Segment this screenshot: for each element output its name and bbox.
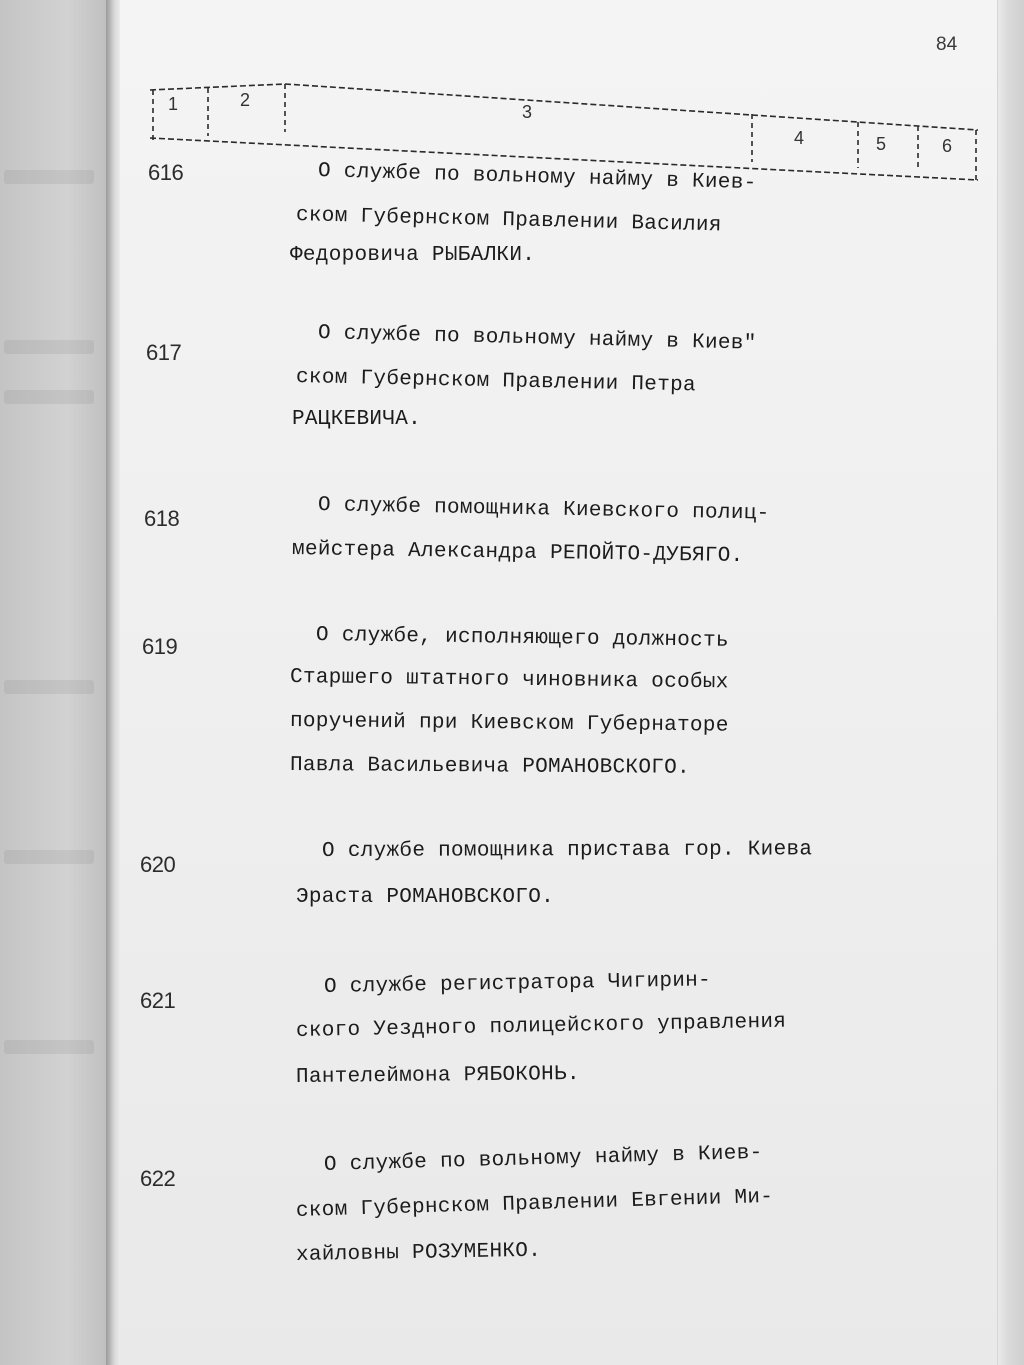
entry-number: 620 (140, 852, 176, 877)
entry-text-line: ском Губернском Правлении Евгении Ми- (295, 1185, 774, 1223)
entry-text-line: ском Губернском Правлении Василия (295, 204, 722, 238)
facing-page-text-ghost (4, 850, 94, 864)
entry-text-line: РАЦКЕВИЧА. (292, 408, 422, 431)
header-rules (150, 70, 980, 182)
entry-number: 619 (142, 634, 178, 659)
facing-page (0, 0, 112, 1365)
facing-page-text-ghost (4, 1040, 94, 1054)
column-label-3: 3 (522, 102, 533, 122)
page-edge (997, 0, 1024, 1365)
column-label-1: 1 (168, 94, 179, 114)
document-page (120, 0, 998, 1365)
entry-text-line: Пантелеймона РЯБОКОНЬ. (295, 1063, 580, 1089)
entry-text-line: Павла Васильевича РОМАНОВСКОГО. (289, 754, 691, 780)
entry-text-line: мейстера Александра РЕПОЙТО-ДУБЯГО. (291, 538, 744, 569)
entry-number: 617 (146, 340, 182, 365)
facing-page-text-ghost (4, 340, 94, 354)
entry-text-line: О службе по вольному найму в Киев- (317, 160, 757, 196)
entry-text-line: О службе, исполняющего должность (315, 624, 729, 653)
facing-page-text-ghost (4, 390, 94, 404)
entry-text-line: Федоровича РЫБАЛКИ. (290, 244, 536, 267)
entry-text-line: Старшего штатного чиновника особых (289, 666, 729, 695)
entry-number: 616 (148, 160, 184, 185)
column-label-2: 2 (240, 90, 251, 110)
entry-text-line: О службе регистратора Чигирин- (323, 969, 712, 999)
page-number: 84 (936, 34, 958, 55)
column-label-6: 6 (942, 136, 953, 156)
entry-text-line: ского Уездного полицейского управления (295, 1010, 787, 1043)
facing-page-text-ghost (4, 680, 94, 694)
entry-text-line: ском Губернском Правлении Петра (295, 366, 697, 398)
entry-number: 622 (140, 1166, 176, 1191)
column-label-4: 4 (794, 128, 805, 148)
entry-number: 618 (144, 506, 180, 531)
entry-text-line: О службе по вольному найму в Киев" (317, 322, 757, 356)
entry-number: 621 (140, 988, 176, 1013)
entry-text-line: О службе по вольному найму в Киев- (323, 1141, 763, 1177)
book-gutter (106, 0, 120, 1365)
entry-text-line: О службе помощника пристава гор. Киева (321, 838, 813, 863)
facing-page-text-ghost (4, 170, 94, 184)
entry-text-line: хайловны РОЗУМЕНКО. (295, 1239, 542, 1267)
column-header-box (150, 70, 980, 182)
column-label-5: 5 (876, 134, 887, 154)
entry-text-line: Эраста РОМАНОВСКОГО. (296, 886, 555, 909)
entry-text-line: поручений при Киевском Губернаторе (289, 710, 729, 738)
entry-text-line: О службе помощника Киевского полиц- (317, 494, 770, 526)
